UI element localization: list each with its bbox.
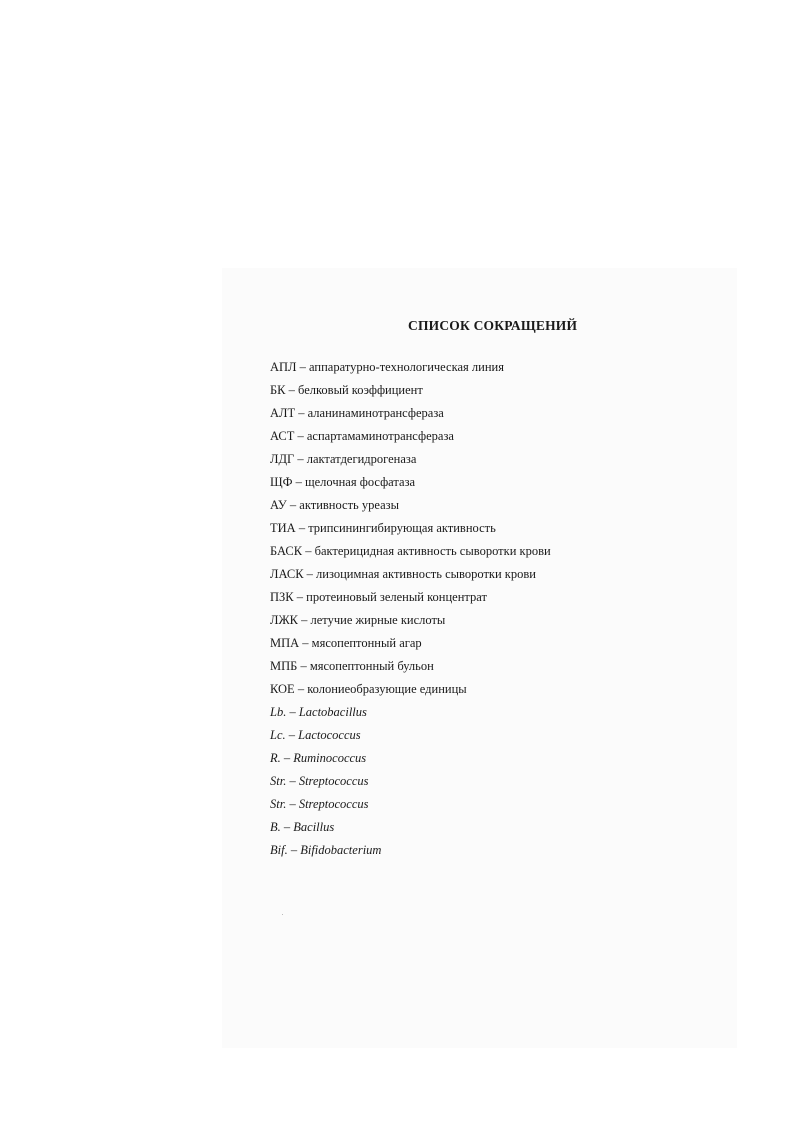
abbreviation-item: БАСК – бактерицидная активность сыворотки крови [270,544,551,558]
abbreviation-item: Lb. – Lactobacillus [270,705,367,719]
abbreviation-item: ПЗК – протеиновый зеленый концентрат [270,590,487,604]
abbreviation-item: ЩФ – щелочная фосфатаза [270,475,416,489]
abbreviation-item: ЛДГ – лактатдегидрогеназа [270,452,417,466]
abbreviation-item: МПБ – мясопептонный бульон [270,659,434,673]
page-title: СПИСОК СОКРАЩЕНИЙ [408,318,578,333]
abbreviation-item: B. – Bacillus [270,820,335,834]
abbreviation-item: АУ – активность уреазы [270,498,399,512]
abbreviation-item: ТИА – трипсинингибирующая активность [270,521,496,535]
abbreviation-item: БК – белковый коэффициент [270,383,423,397]
abbreviation-item: АПЛ – аппаратурно-технологическая линия [270,360,504,374]
scan-speck [282,914,283,915]
abbreviation-item: Lc. – Lactococcus [270,728,361,742]
abbreviation-item: Bif. – Bifidobacterium [270,843,382,857]
abbreviation-list [270,358,551,864]
abbreviation-item: МПА – мясопептонный агар [270,636,422,650]
abbreviation-item: АСТ – аспартамаминотрансфераза [270,429,454,443]
abbreviation-item: ЛАСК – лизоцимная активность сыворотки крови [270,567,536,581]
abbreviation-item: R. – Ruminococcus [270,751,367,765]
abbreviation-item: КОЕ – колониеобразующие единицы [270,682,467,696]
abbreviation-item: Str. – Streptococcus [270,797,369,811]
abbreviation-item: Str. – Streptococcus [270,774,369,788]
abbreviation-item: АЛТ – аланинаминотрансфераза [270,406,444,420]
abbreviation-item: ЛЖК – летучие жирные кислоты [270,613,446,627]
